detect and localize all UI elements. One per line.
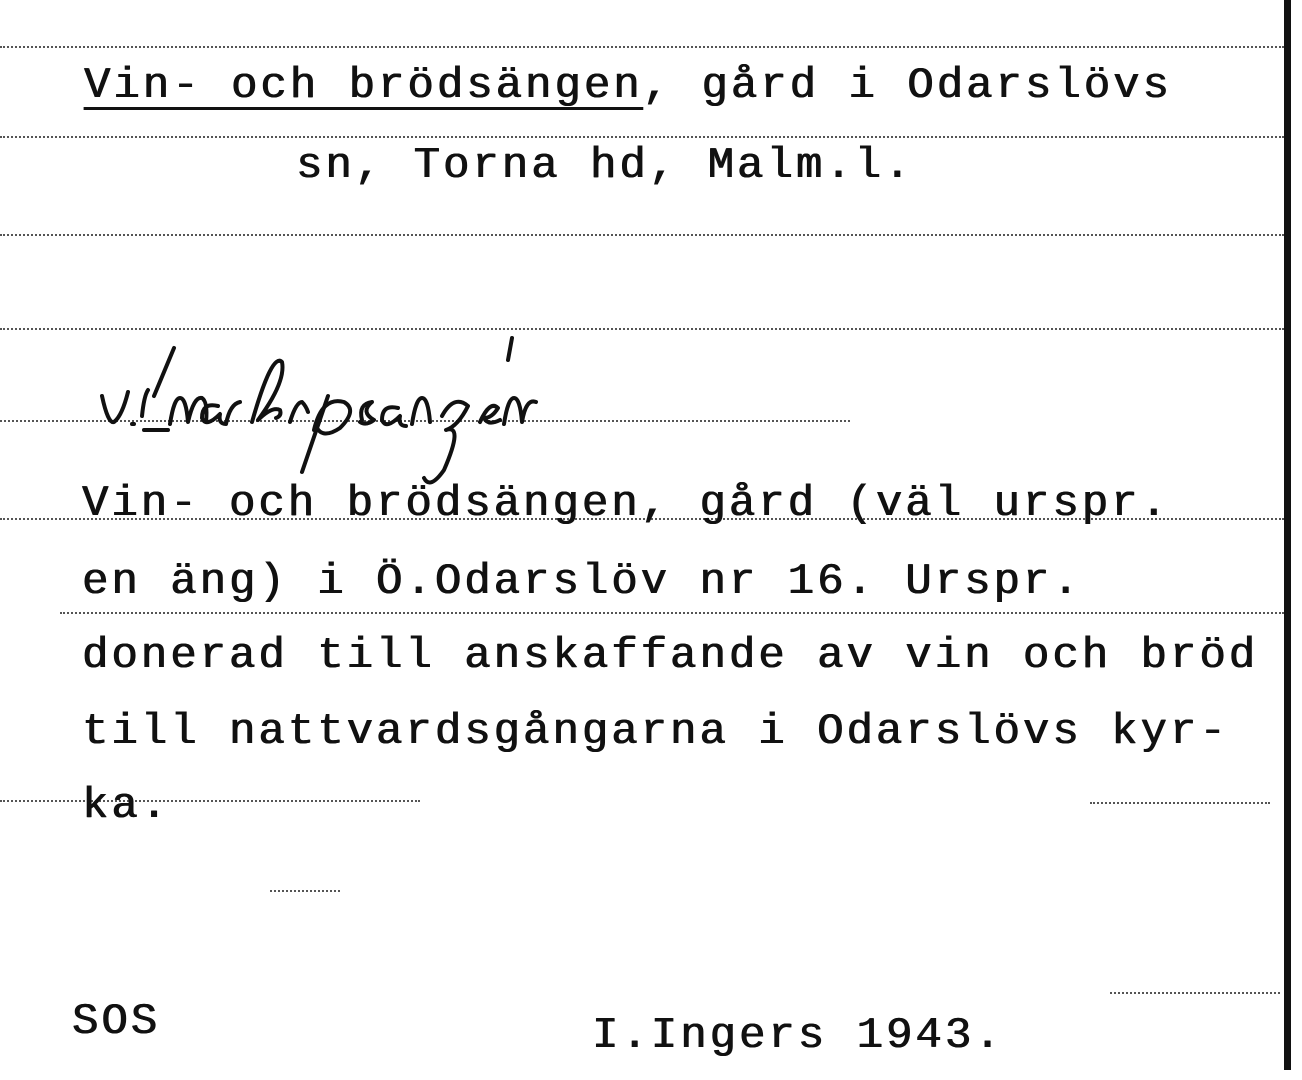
headword: Vin- och brödsängen [84, 61, 643, 111]
ruled-line [1090, 802, 1270, 804]
ruled-line [1110, 992, 1280, 994]
ruled-line [0, 800, 420, 802]
ruled-line [0, 234, 1284, 236]
collector-signature: I.Ingers 1943. [592, 1011, 1004, 1061]
ruled-line [270, 890, 340, 892]
ruled-line [60, 612, 1284, 614]
header-location: , gård i Odarslövs [642, 61, 1172, 111]
body-line-3: donerad till anskaffande av vin och bröd [82, 631, 1259, 681]
ruled-line [0, 136, 1284, 138]
header-line-2: sn, Torna hd, Malm.l. [296, 141, 914, 191]
ruled-line [0, 46, 1284, 48]
body-line-5: ka. [82, 781, 171, 831]
handwritten-pronunciation [92, 326, 672, 486]
card-edge [1284, 0, 1291, 1070]
header-line-1 [84, 61, 1172, 111]
body-line-2: en äng) i Ö.Odarslöv nr 16. Urspr. [82, 557, 1082, 607]
body-line-1: Vin- och brödsängen, gård (väl urspr. [82, 479, 1170, 529]
body-line-4: till nattvardsgångarna i Odarslövs kyr- [82, 707, 1229, 757]
source-code: SOS [72, 997, 161, 1047]
